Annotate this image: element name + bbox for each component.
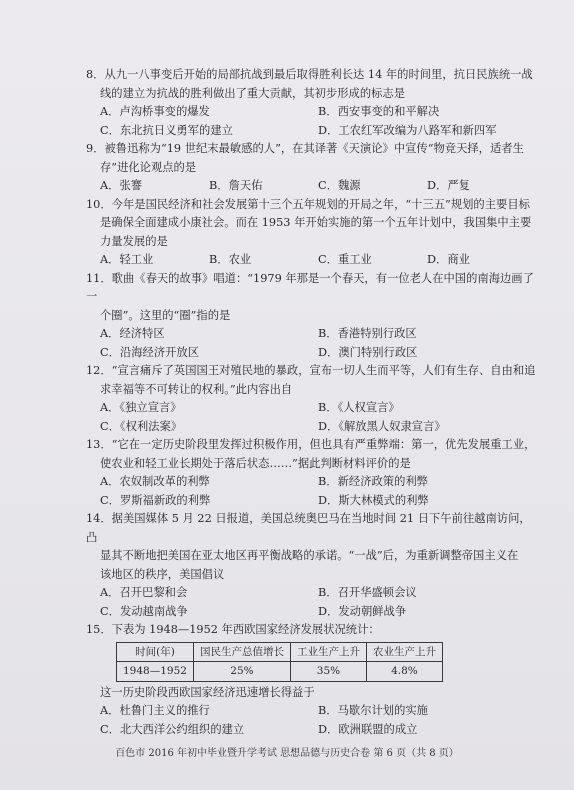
option-b: B．詹天佑 — [209, 179, 263, 192]
option-c: C．罗斯福新政的利弊 — [100, 493, 211, 507]
question-stem-cont: 求幸福等不可转让的权利。”此内容出自 — [100, 382, 293, 396]
option-b: B．召开华盛顿会议 — [318, 586, 417, 599]
question-stem: 13．“它在一定历史阶段里发挥过积极作用，但也具有严重弊端：第一，优先发展重工业， — [86, 438, 536, 451]
question-stem-cont: 存”进化论观点的是 — [100, 160, 197, 174]
option-b: B．西安事变的和平解决 — [318, 105, 440, 118]
question-area — [86, 66, 536, 739]
table-header-cell: 农业生产上升 — [366, 642, 442, 662]
options — [86, 325, 536, 362]
option-a: A．《独立宣言》 — [100, 401, 182, 414]
options — [86, 473, 536, 510]
options — [86, 103, 536, 140]
option-b: B．香港特别行政区 — [318, 327, 417, 340]
question-stem: 8．从九一八事变后开始的局部抗战到最后取得胜利长达 14 年的时间里，抗日民族统一战 — [86, 68, 533, 81]
question-12 — [86, 362, 536, 436]
option-d: D．工农红军改编为八路军和新四军 — [318, 123, 497, 137]
question-stem: 14．据美国媒体 5 月 22 日报道，美国总统奥巴马在当地时间 21 日下午前往越南访问，凸 — [86, 512, 531, 544]
options — [86, 177, 536, 196]
option-c: C．沿海经济开放区 — [100, 345, 200, 359]
option-d: D．澳门特别行政区 — [318, 345, 418, 359]
options — [86, 251, 536, 270]
question-11 — [86, 270, 536, 363]
option-d: D．发动朝鲜战争 — [318, 604, 407, 618]
option-d: D．《解放黑人奴隶宣言》 — [318, 419, 446, 433]
option-c: C．重工业 — [318, 253, 372, 266]
options — [86, 702, 536, 739]
option-a: A．召开巴黎和会 — [100, 586, 188, 599]
option-b: B．《人权宣言》 — [318, 401, 400, 414]
option-a: A．轻工业 — [100, 253, 154, 266]
option-c: C．《权利法案》 — [100, 419, 183, 433]
option-d: D．斯大林模式的利弊 — [318, 493, 429, 507]
table-header-cell: 时间(年) — [117, 642, 194, 662]
option-d: D．严复 — [427, 179, 470, 192]
question-stem-cont: 这一历史阶段西欧国家经济迅速增长得益于 — [100, 685, 315, 699]
economy-table — [116, 642, 443, 682]
option-b: B．农业 — [209, 253, 252, 266]
question-10 — [86, 196, 536, 270]
table-row — [117, 662, 443, 682]
question-stem: 9．被鲁迅称为“19 世纪末最敏感的人”，在其译著《天演论》中宣传“物竞天择，适者生 — [86, 142, 524, 155]
table-header-cell: 国民生产总值增长 — [193, 642, 290, 662]
question-stem: 11．歌曲《春天的故事》唱道：“1979 年那是一个春天，有一位老人在中国的南海边画了一 — [86, 271, 534, 303]
table-cell: 35% — [290, 662, 366, 682]
option-a: A．张謇 — [100, 179, 143, 192]
option-a: A．杜鲁门主义的推行 — [100, 704, 210, 717]
page-footer: 百色市 2016 年初中毕业暨升学考试 思想品德与历史合卷 第 6 页（共 8 页） — [115, 748, 459, 759]
table-header-row — [117, 642, 443, 662]
options — [86, 399, 536, 436]
question-stem-cont: 线的建立为抗战的胜利做出了重大贡献，其初步形成的标志是 — [100, 86, 406, 100]
table-cell: 1948—1952 — [117, 662, 194, 682]
question-stem-cont: 是确保全面建成小康社会。而在 1953 年开始实施的第一个五年计划中，我国集中主要 — [100, 216, 532, 229]
question-8 — [86, 66, 536, 140]
question-15 — [86, 621, 536, 739]
table-cell: 25% — [193, 662, 290, 682]
question-13 — [86, 436, 536, 510]
option-b: B．新经济政策的利弊 — [318, 475, 428, 488]
question-stem: 15．下表为 1948—1952 年西欧国家经济发展状况统计： — [86, 623, 380, 636]
question-stem-cont: 该地区的秩序，美国倡议 — [100, 567, 225, 581]
question-stem-cont: 使农业和轻工业长期处于落后状态……”据此判断材料评价的是 — [100, 456, 411, 470]
option-c: C．魏源 — [318, 179, 361, 192]
option-c: C．东北抗日义勇军的建立 — [100, 123, 233, 137]
option-d: D．商业 — [427, 253, 470, 266]
option-a: A．卢沟桥事变的爆发 — [100, 105, 210, 118]
question-14 — [86, 510, 536, 621]
question-stem: 12．“宣言痛斥了英国国王对殖民地的暴政，宣布一切人生而平等，人们有生存、自由和追 — [86, 364, 536, 377]
question-stem: 10．今年是国民经济和社会发展第十三个五年规划的开局之年，“十三五”规划的主要目标 — [86, 197, 530, 211]
option-a: A．经济特区 — [100, 327, 165, 340]
option-d: D．欧洲联盟的成立 — [318, 722, 418, 736]
table-cell: 4.8% — [366, 662, 442, 682]
options — [86, 584, 536, 621]
option-b: B．马歇尔计划的实施 — [318, 704, 428, 717]
option-c: C．北大西洋公约组织的建立 — [100, 722, 245, 736]
question-stem-cont: 显其不断地把美国在亚太地区再平衡战略的承诺。“一战”后，为重新调整帝国主义在 — [100, 549, 519, 562]
question-stem-cont: 力量发展的是 — [100, 234, 168, 248]
option-a: A．农奴制改革的利弊 — [100, 475, 210, 488]
option-c: C．发动越南战争 — [100, 604, 188, 618]
question-9 — [86, 140, 536, 196]
table-header-cell: 工业生产上升 — [290, 642, 366, 662]
question-stem-cont: 个圈”。这里的“圈”指的是 — [100, 308, 231, 322]
